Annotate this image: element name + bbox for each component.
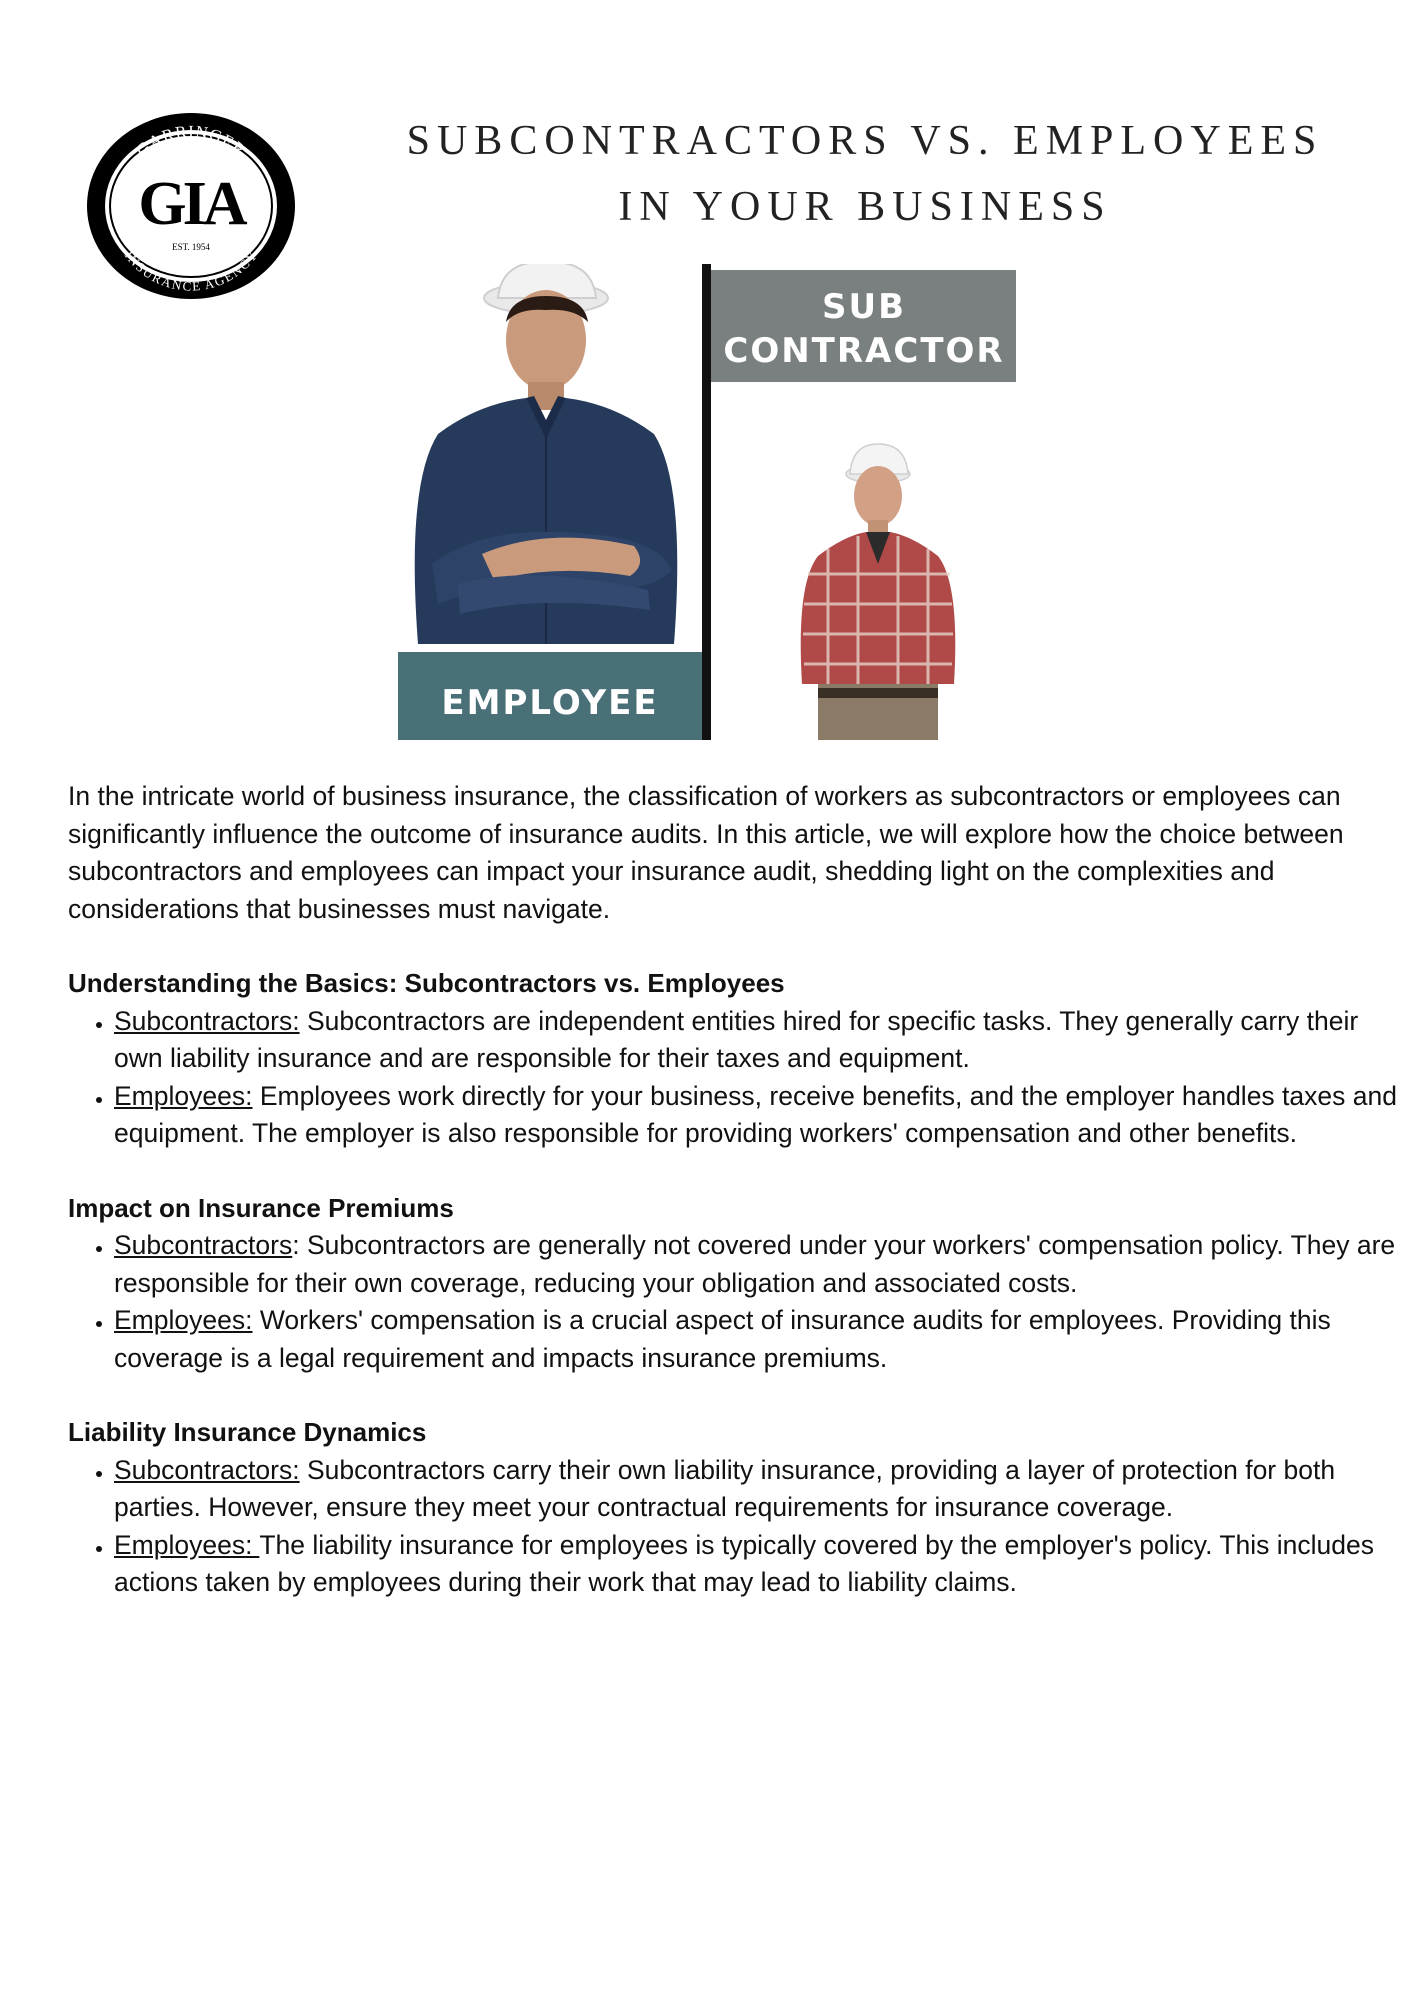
garringer-logo [84,110,298,302]
employee-person-illustration [415,264,678,644]
item-text: Subcontractors carry their own liability insurance, providing a layer of protection for both parties. However, ensure they meet your contractual requirements for insurance coverage. [114,1454,1336,1522]
section-heading-premiums: Impact on Insurance Premiums [68,1192,454,1223]
item-text: Employees work directly for your business, receive benefits, and the employer handles taxes and equipment. The employer is also responsible for providing workers' compensation and other benefits. [114,1080,1397,1148]
item-text: Workers' compensation is a crucial aspect of insurance audits for employees. Providing this coverage is a legal requirement and impacts insurance premiums. [114,1305,1331,1373]
article-body [68,778,1398,1602]
list-item [114,1003,1398,1078]
item-text: : Subcontractors are generally not covered under your workers' compensation policy. They are responsible for their own coverage, reducing your obligation and associated costs. [114,1230,1396,1298]
premiums-list [68,1227,1398,1377]
list-item [114,1452,1398,1527]
list-item [114,1227,1398,1302]
employee-label: EMPLOYEE [441,683,659,723]
liability-list [68,1452,1398,1602]
employee-vs-subcontractor-figure [398,264,1028,740]
term-label: Subcontractors [114,1230,293,1260]
subcontractor-label-line2: CONTRACTOR [723,331,1005,371]
subcontractor-person-illustration [801,444,956,740]
logo-arc-bottom: INSURANCE AGENCY [121,248,261,294]
term-label: Subcontractors: [114,1005,300,1036]
term-label: Employees: [114,1080,253,1111]
item-text: The liability insurance for employees is typically covered by the employer's policy. This includes actions taken by employees during their work that may lead to liability claims. [114,1529,1374,1597]
list-item [114,1527,1398,1602]
section-heading-basics: Understanding the Basics: Subcontractors vs. Employees [68,968,785,998]
intro-paragraph: In the intricate world of business insurance, the classification of workers as subcontractors or employees can significantly influence the outcome of insurance audits. In this article, we will explore how the choice between subcontractors and employees can impact your insurance audit, shedding light on the complexities and considerations that businesses must navigate. [68,781,1344,924]
term-label: Subcontractors: [114,1454,300,1485]
section-heading-liability: Liability Insurance Dynamics [68,1417,427,1447]
figure-divider [702,264,711,740]
subcontractor-label-line1: SUB [821,287,907,327]
term-label: Employees: [114,1529,260,1560]
logo-arc-top: GARRINGER [132,121,250,161]
item-text: Subcontractors are independent entities hired for specific tasks. They generally carry their own liability insurance and are responsible for their taxes and equipment. [114,1005,1359,1073]
list-item [114,1078,1398,1153]
basics-list [68,1003,1398,1153]
logo-est: EST. 1954 [172,242,210,252]
list-item [114,1302,1398,1377]
logo-monogram: GIA [138,170,244,238]
term-label: Employees: [114,1305,253,1335]
page-title: SUBCONTRACTORS VS. EMPLOYEES IN YOUR BUSINESS [406,118,1324,230]
